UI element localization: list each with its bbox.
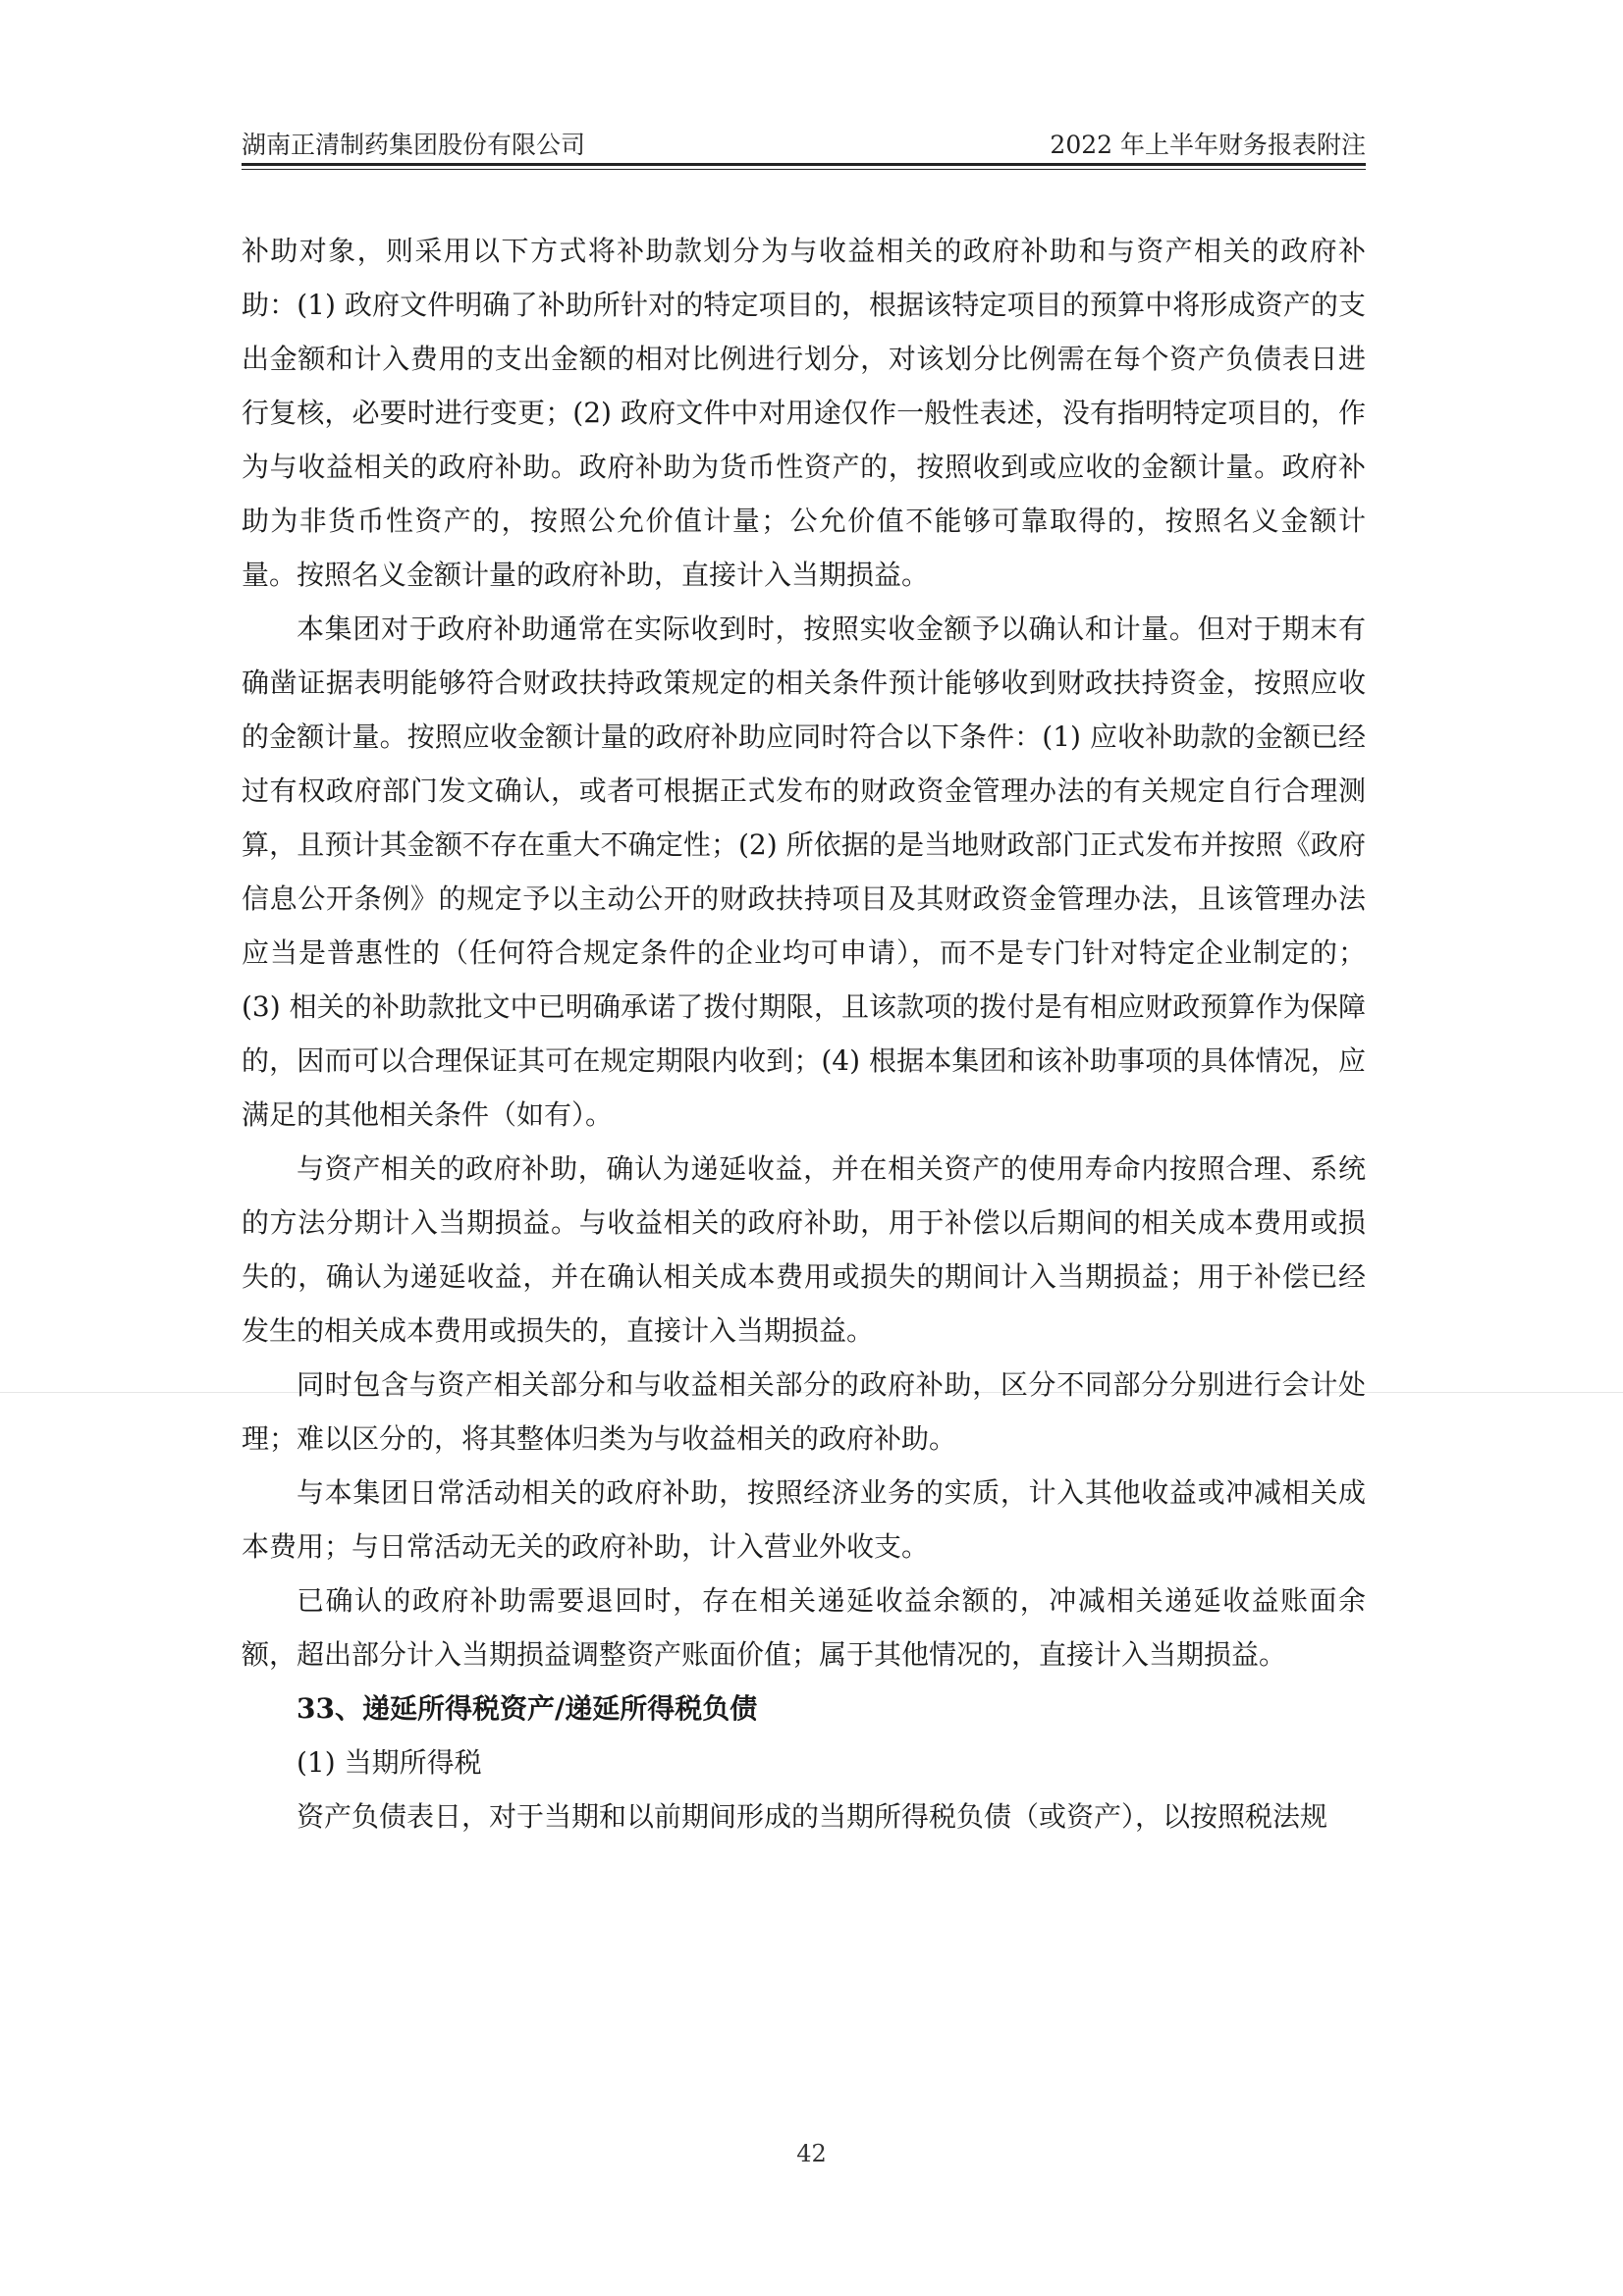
paragraph: 与本集团日常活动相关的政府补助，按照经济业务的实质，计入其他收益或冲减相关成本费用；与日常活动无关的政府补助，计入营业外收支。 [242, 1476, 1366, 1563]
page-number: 42 [796, 2140, 827, 2167]
paragraph: 补助对象，则采用以下方式将补助款划分为与收益相关的政府补助和与资产相关的政府补助：(1) 政府文件明确了补助所针对的特定项目的，根据该特定项目的预算中将形成资产的支出金额和计入费用的支出金额的相对比例进行划分，对该划分比例需在每个资产负债表日进行复核，必要时进行变更；(2) 政府文件中对用途仅作一般性表述，没有指明特定项目的，作为与收益相关的政府补助。政府补助为货币性资产的，按照收到或应收的金额计量。政府补助为非货币性资产的，按照公允价值计量；公允价值不能够可靠取得的，按照名义金额计量。按照名义金额计量的政府补助，直接计入当期损益。 [242, 235, 1366, 591]
document-body [242, 224, 1366, 1843]
paragraph: 与资产相关的政府补助，确认为递延收益，并在相关资产的使用寿命内按照合理、系统的方法分期计入当期损益。与收益相关的政府补助，用于补偿以后期间的相关成本费用或损失的，确认为递延收益，并在确认相关成本费用或损失的期间计入当期损益；用于补偿已经发生的相关成本费用或损失的，直接计入当期损益。 [242, 1152, 1366, 1347]
paragraph: 同时包含与资产相关部分和与收益相关部分的政府补助，区分不同部分分别进行会计处理；难以区分的，将其整体归类为与收益相关的政府补助。 [242, 1368, 1366, 1455]
report-title: 2022 年上半年财务报表附注 [1050, 131, 1366, 159]
company-name: 湖南正清制药集团股份有限公司 [242, 131, 586, 159]
header-divider-thin [242, 169, 1366, 170]
paragraph: 已确认的政府补助需要退回时，存在相关递延收益余额的，冲减相关递延收益账面余额，超出部分计入当期损益调整资产账面价值；属于其他情况的，直接计入当期损益。 [242, 1584, 1366, 1671]
header-divider [242, 163, 1366, 166]
section-heading: 33、递延所得税资产/递延所得税负债 [297, 1692, 758, 1725]
subsection-heading: (1) 当期所得税 [297, 1746, 482, 1779]
paragraph: 本集团对于政府补助通常在实际收到时，按照实收金额予以确认和计量。但对于期末有确凿证据表明能够符合财政扶持政策规定的相关条件预计能够收到财政扶持资金，按照应收的金额计量。按照应收金额计量的政府补助应同时符合以下条件：(1) 应收补助款的金额已经过有权政府部门发文确认，或者可根据正式发布的财政资金管理办法的有关规定自行合理测算，且预计其金额不存在重大不确定性；(2) 所依据的是当地财政部门正式发布并按照《政府信息公开条例》的规定予以主动公开的财政扶持项目及其财政资金管理办法，且该管理办法应当是普惠性的（任何符合规定条件的企业均可申请），而不是专门针对特定企业制定的；(3) 相关的补助款批文中已明确承诺了拨付期限，且该款项的拨付是有相应财政预算作为保障的，因而可以合理保证其可在规定期限内收到；(4) 根据本集团和该补助事项的具体情况，应满足的其他相关条件（如有）。 [242, 613, 1366, 1131]
page-header [242, 122, 1366, 161]
paragraph: 资产负债表日，对于当期和以前期间形成的当期所得税负债（或资产），以按照税法规 [297, 1800, 1328, 1833]
